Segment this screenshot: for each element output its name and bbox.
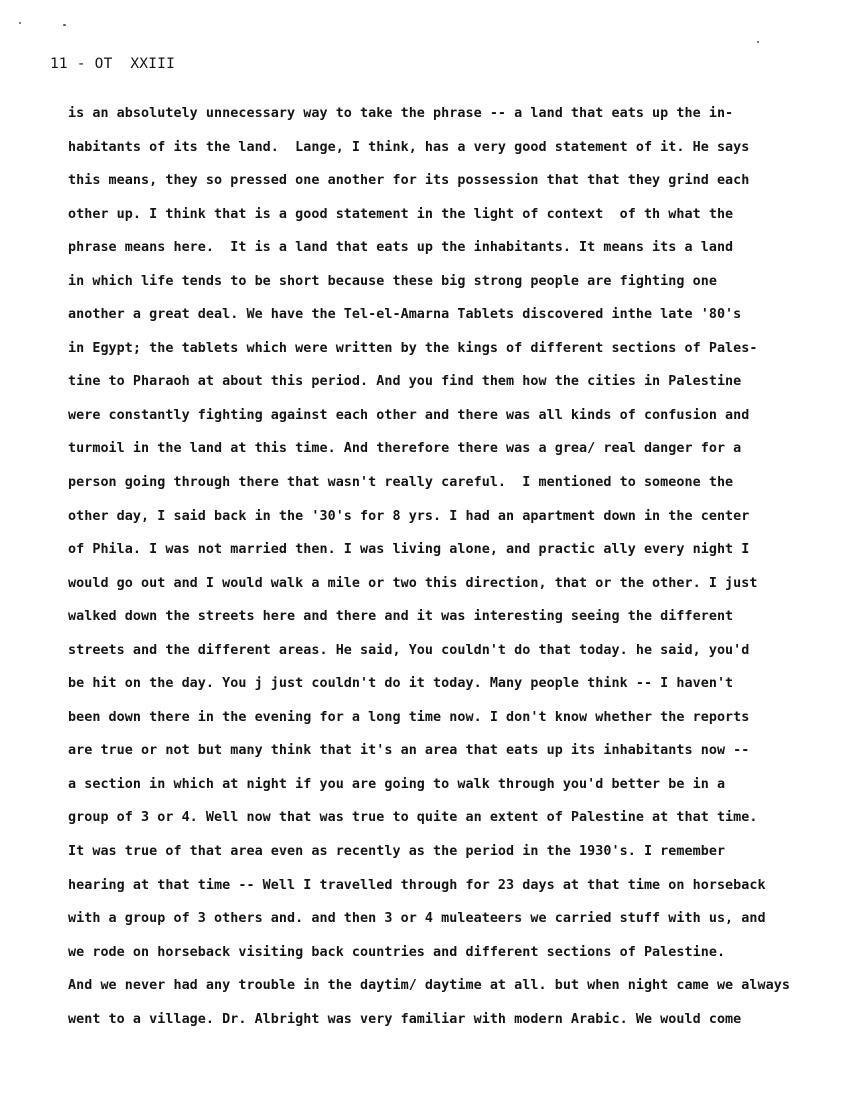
- text-line: in which life tends to be short because these big strong people are fighting one: [68, 273, 717, 289]
- text-line: other day, I said back in the '30's for 8 yrs. I had an apartment down in the center: [68, 508, 750, 524]
- text-line: tine to Pharaoh at about this period. And you find them how the cities in Palestine: [68, 374, 742, 390]
- text-line: be hit on the day. You j just couldn't do it today. Many people think -- I haven't: [68, 676, 734, 692]
- body-text: [68, 104, 828, 1043]
- text-line: walked down the streets here and there and it was interesting seeing the different: [68, 609, 734, 625]
- text-line: habitants of its the land. Lange, I think, has a very good statement of it. He says: [68, 139, 750, 155]
- text-line: And we never had any trouble in the daytim/ daytime at all. but when night came we always: [68, 978, 790, 994]
- text-line: this means, they so pressed one another for its possession that that they grind each: [68, 173, 750, 189]
- text-line: streets and the different areas. He said, You couldn't do that today. he said, you'd: [68, 642, 750, 658]
- text-line: another a great deal. We have the Tel-el-Amarna Tablets discovered inthe late '80's: [68, 307, 742, 323]
- text-line: is an absolutely unnecessary way to take the phrase -- a land that eats up the in-: [68, 106, 734, 121]
- page-number-header: 11 - OT XXIII: [50, 56, 176, 72]
- text-line: It was true of that area even as recently as the period in the 1930's. I remember: [68, 844, 726, 860]
- text-line: went to a village. Dr. Albright was very familiar with modern Arabic. We would come: [68, 1011, 742, 1027]
- text-line: in Egypt; the tablets which were written by the kings of different sections of Pales-: [68, 340, 758, 356]
- text-line: turmoil in the land at this time. And therefore there was a grea/ real danger for a: [68, 441, 742, 457]
- text-line: we rode on horseback visiting back countries and different sections of Palestine.: [68, 944, 726, 960]
- text-line: are true or not but many think that it's an area that eats up its inhabitants now --: [68, 743, 750, 759]
- text-line: group of 3 or 4. Well now that was true to quite an extent of Palestine at that time.: [68, 810, 758, 826]
- text-line: would go out and I would walk a mile or two this direction, that or the other. I just: [68, 575, 758, 591]
- text-line: been down there in the evening for a long time now. I don't know whether the reports: [68, 709, 750, 725]
- text-line: other up. I think that is a good statement in the light of context of th what the: [68, 206, 734, 222]
- text-line: hearing at that time -- Well I travelled through for 23 days at that time on horseback: [68, 877, 766, 893]
- text-line: with a group of 3 others and. and then 3 or 4 muleateers we carried stuff with us, and: [68, 911, 766, 927]
- text-line: were constantly fighting against each other and there was all kinds of confusion and: [68, 407, 750, 423]
- scan-speck: [757, 41, 759, 43]
- text-line: of Phila. I was not married then. I was living alone, and practic ally every night I: [68, 542, 750, 558]
- scan-speck: [19, 22, 21, 24]
- text-line: phrase means here. It is a land that eats up the inhabitants. It means its a land: [68, 240, 734, 256]
- scan-speck: [63, 24, 66, 26]
- text-line: a section in which at night if you are going to walk through you'd better be in a: [68, 776, 726, 792]
- text-line: person going through there that wasn't really careful. I mentioned to someone the: [68, 475, 734, 491]
